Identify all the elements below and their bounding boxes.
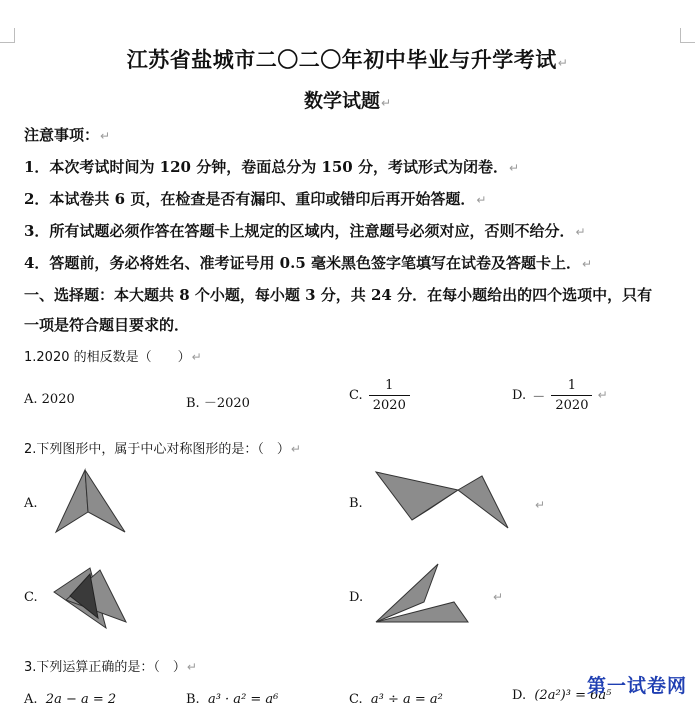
exam-subtitle: 数学试题↵ (303, 90, 392, 112)
minus-sign: － (532, 390, 546, 405)
q3-option-d: D. (2a²)³ = 6a⁵ (512, 688, 612, 703)
q3-option-b: B. a³ · a² = a⁶ (186, 692, 279, 707)
section-instruction: 一项是符合题目要求的． (24, 316, 190, 334)
page-corner-mark (680, 28, 695, 43)
paragraph-mark: ↵ (493, 590, 504, 604)
note-item: 1．本次考试时间为 120 分钟，卷面总分为 150 分，考试形式为闭卷．↵ (24, 158, 520, 176)
question-3-stem: 3.下列运算正确的是：（ ）↵ (24, 660, 197, 675)
note-item: 3．所有试题必须作答在答题卡上规定的区域内，注意题号必须对应，否则不给分．↵ (24, 222, 586, 240)
section-instruction: 一、选择题：本大题共 8 个小题，每小题 3 分，共 24 分．在每小题给出的四个选项中，只有 (24, 286, 653, 304)
note-item: 2．本试卷共 6 页，在检查是否有漏印、重印或错印后再开始答题．↵ (24, 190, 487, 208)
watermark-logo: 第一试卷网 (586, 675, 687, 697)
q1-option-b: B. －2020 (186, 396, 250, 411)
q2-option-d-label: D. (349, 590, 364, 605)
arrowhead-shape (50, 468, 130, 536)
q1-option-d: D. － $\frac{1}{2020}$ ↵ (512, 378, 608, 413)
q3-option-c: C. a³ ÷ a = a² (349, 692, 443, 707)
fraction: $\frac{1}{2020}$ (551, 378, 592, 413)
paragraph-mark: ↵ (535, 498, 546, 512)
q1-option-c (349, 378, 410, 413)
notes-heading: 注意事项：↵ (24, 126, 111, 144)
bowtie-shape (374, 470, 514, 530)
page-corner-mark (0, 28, 15, 43)
q1-option-a: A. 2020 (24, 392, 75, 407)
question-2-stem: 2.下列图形中，属于中心对称图形的是：（ ）↵ (24, 442, 301, 457)
fan-triangles-shape (374, 562, 474, 626)
q2-option-b-label: B. (349, 496, 363, 511)
q2-option-a-label: A. (24, 496, 38, 511)
fraction: $\frac{1}{2020}$ (369, 378, 410, 413)
note-item: 4．答题前，务必将姓名、准考证号用 0.5 毫米黑色签字笔填写在试卷及答题卡上．↵ (24, 254, 593, 272)
q1-option-d-label: D. (512, 388, 527, 403)
q3-option-a: A. 2a − a = 2 (24, 692, 117, 707)
exam-title: 江苏省盐城市二〇二〇年初中毕业与升学考试↵ (126, 47, 569, 72)
question-1-stem: 1.2020 的相反数是（ ）↵ (24, 350, 202, 365)
q2-option-c-label: C. (24, 590, 38, 605)
overlapping-triangles-shape (52, 566, 132, 630)
q1-option-c-label: C. (349, 388, 363, 403)
